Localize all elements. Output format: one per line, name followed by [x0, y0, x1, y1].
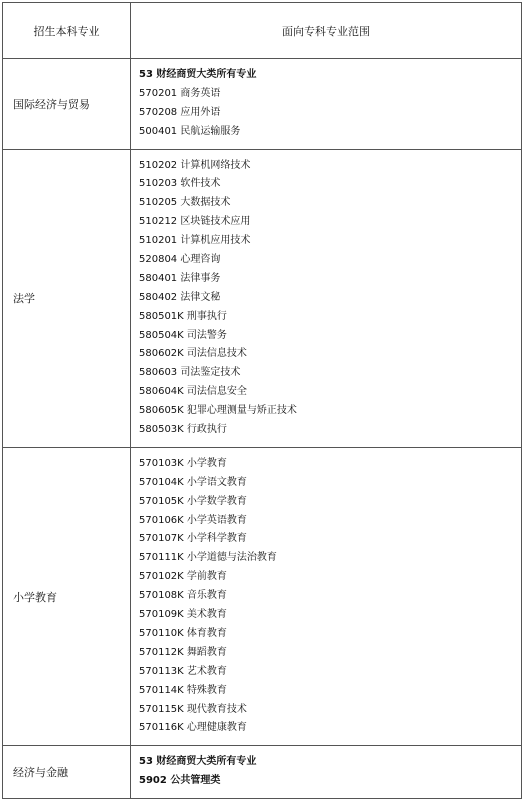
list-item: 570208 应用外语	[139, 106, 221, 118]
header-row	[3, 3, 522, 59]
list-item: 53 财经商贸大类所有专业	[139, 69, 257, 80]
list-item: 570108K 音乐教育	[139, 590, 227, 602]
college-major-list	[131, 447, 522, 745]
list-item: 580402 法律文秘	[139, 291, 221, 303]
list-item: 570103K 小学教育	[139, 457, 227, 469]
list-item: 580603 司法鉴定技术	[139, 367, 241, 379]
list-item: 580503K 行政执行	[139, 424, 227, 436]
table-row	[3, 447, 522, 745]
list-item: 580504K 司法警务	[139, 329, 227, 341]
list-item: 570116K 心理健康教育	[139, 722, 247, 734]
college-major-list	[131, 149, 522, 447]
undergrad-major-cell: 小学教育	[3, 447, 131, 745]
list-item: 570112K 舞蹈教育	[139, 646, 227, 658]
list-item: 5902 公共管理类	[139, 775, 221, 787]
list-item: 510203 软件技术	[139, 178, 221, 190]
list-item: 510201 计算机应用技术	[139, 235, 251, 247]
undergrad-major-cell: 国际经济与贸易	[3, 59, 131, 150]
list-item: 570201 商务英语	[139, 87, 221, 99]
list-item: 510205 大数据技术	[139, 197, 231, 209]
list-item: 510212 区块链技术应用	[139, 216, 251, 228]
table-row	[3, 149, 522, 447]
college-major-list	[131, 746, 522, 799]
list-item: 570107K 小学科学教育	[139, 533, 247, 545]
table-row	[3, 746, 522, 799]
list-item: 570109K 美术教育	[139, 609, 227, 621]
list-item: 500401 民航运输服务	[139, 125, 241, 137]
list-item: 570104K 小学语文教育	[139, 476, 247, 488]
list-item: 580501K 刑事执行	[139, 310, 227, 322]
list-item: 570111K 小学道德与法治教育	[139, 552, 277, 564]
list-item: 570110K 体育教育	[139, 627, 227, 639]
list-item: 570113K 艺术教育	[139, 665, 227, 677]
list-item: 520804 心理咨询	[139, 254, 221, 266]
list-item: 580401 法律事务	[139, 272, 221, 284]
list-item: 580602K 司法信息技术	[139, 348, 247, 360]
undergrad-major-cell: 经济与金融	[3, 746, 131, 799]
list-item: 580604K 司法信息安全	[139, 386, 247, 398]
header-undergrad-major: 招生本科专业	[3, 3, 131, 59]
list-item: 570105K 小学数学教育	[139, 495, 247, 507]
list-item: 570102K 学前教育	[139, 571, 227, 583]
list-item: 570114K 特殊教育	[139, 684, 227, 696]
list-item: 570115K 现代教育技术	[139, 703, 247, 715]
college-major-list	[131, 59, 522, 150]
table-row	[3, 59, 522, 150]
header-college-major-scope: 面向专科专业范围	[131, 3, 522, 59]
undergrad-major-cell: 法学	[3, 149, 131, 447]
list-item: 510202 计算机网络技术	[139, 159, 251, 171]
list-item: 580605K 犯罪心理测量与矫正技术	[139, 405, 297, 417]
majors-table	[2, 2, 522, 799]
list-item: 570106K 小学英语教育	[139, 514, 247, 526]
list-item: 53 财经商贸大类所有专业	[139, 756, 257, 768]
